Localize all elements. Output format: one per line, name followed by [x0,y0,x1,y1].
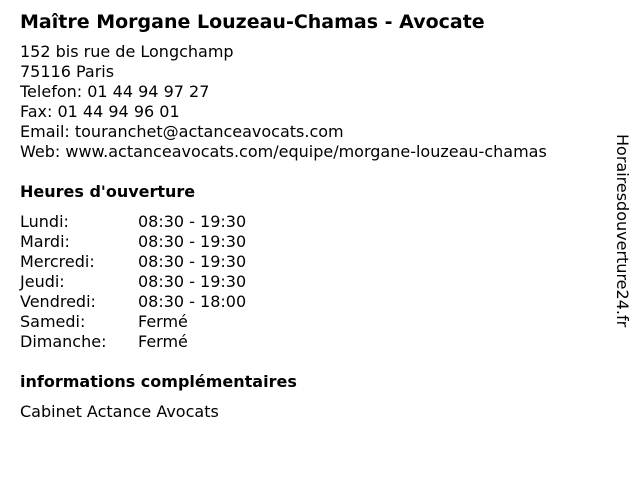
hours-heading: Heures d'ouverture [20,182,196,201]
website-url: Web: www.actanceavocats.com/equipe/morgane-louzeau-chamas [20,142,547,161]
day-hours: 08:30 - 19:30 [138,212,247,231]
day-label: Dimanche: [20,332,107,351]
phone-number: Telefon: 01 44 94 97 27 [20,82,210,101]
email-address: Email: touranchet@actanceavocats.com [20,122,344,141]
contact-block [20,42,610,162]
hours-row-vendredi [20,292,610,312]
hours-table [20,212,610,352]
hours-row-jeudi [20,272,610,292]
fax-number: Fax: 01 44 94 96 01 [20,102,180,121]
info-text: Cabinet Actance Avocats [20,402,219,421]
info-heading: informations complémentaires [20,372,297,391]
day-hours: 08:30 - 19:30 [138,232,247,251]
hours-row-lundi [20,212,610,232]
day-label: Samedi: [20,312,86,331]
city-postcode: 75116 Paris [20,62,115,81]
hours-row-mardi [20,232,610,252]
site-watermark: Horairesdouverture24.fr [613,134,632,328]
page-title: Maître Morgane Louzeau-Chamas - Avocate [20,11,485,33]
day-hours: Fermé [138,332,188,351]
hours-row-dimanche [20,332,610,352]
day-label: Vendredi: [20,292,96,311]
hours-row-mercredi [20,252,610,272]
day-label: Jeudi: [20,272,65,291]
day-label: Mercredi: [20,252,95,271]
day-hours: 08:30 - 19:30 [138,252,247,271]
hours-row-samedi [20,312,610,332]
day-label: Mardi: [20,232,70,251]
street-address: 152 bis rue de Longchamp [20,42,234,61]
listing-card [20,10,610,422]
day-hours: 08:30 - 19:30 [138,272,247,291]
day-hours: 08:30 - 18:00 [138,292,247,311]
day-hours: Fermé [138,312,188,331]
day-label: Lundi: [20,212,69,231]
